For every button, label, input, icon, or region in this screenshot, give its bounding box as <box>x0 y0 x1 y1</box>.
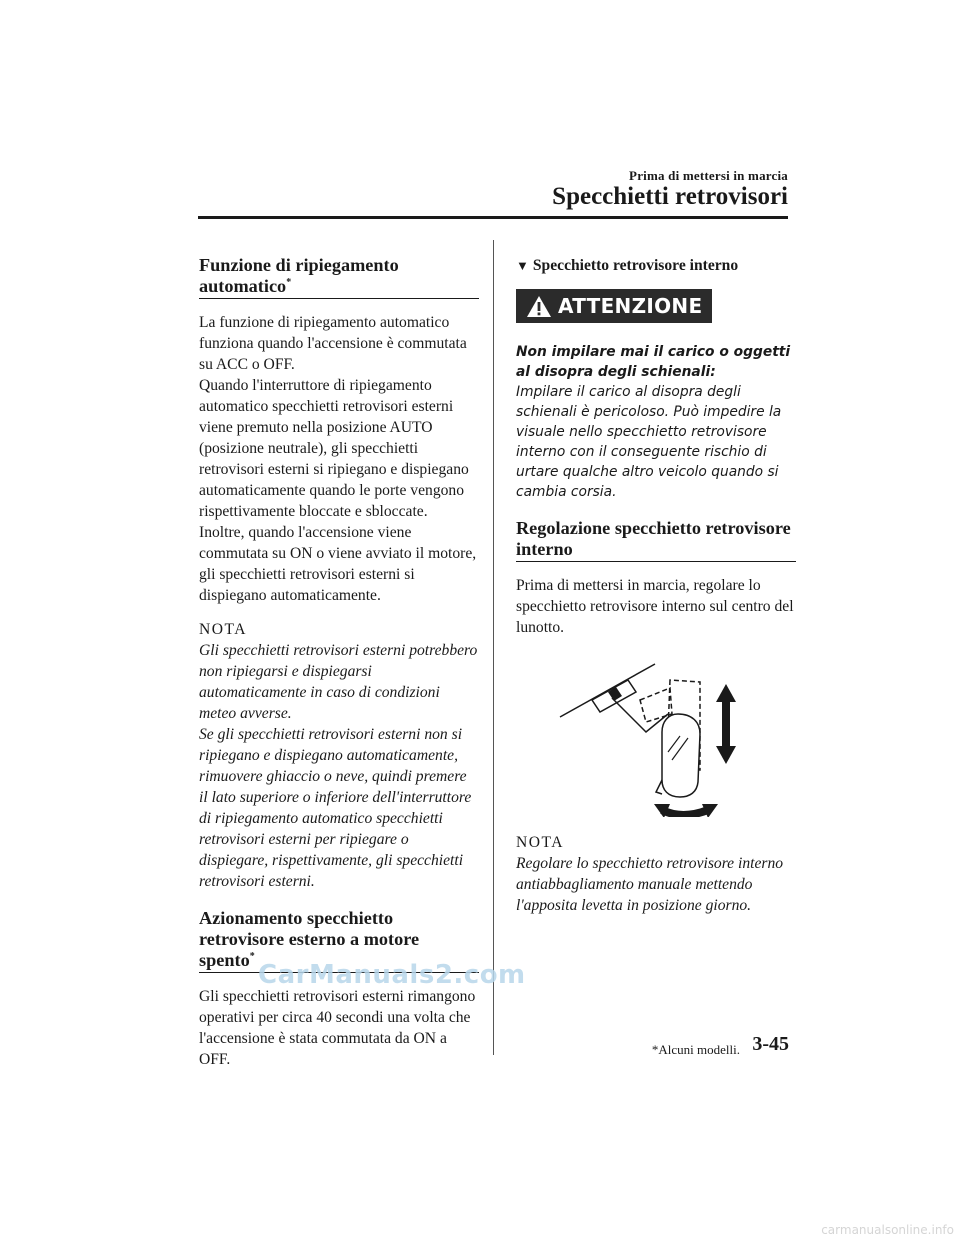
header-rule <box>198 216 788 219</box>
paragraph-engine-off: Gli specchietti retrovisori esterni rimangono operativi per circa 40 secondi una volta che l'accensione è stata commutata da ON a OFF. <box>199 988 476 1068</box>
heading-adjust-interior-mirror: Regolazione specchietto retrovisore interno <box>516 518 796 562</box>
header-section: Prima di mettersi in marcia <box>629 168 788 183</box>
warning-label: ATTENZIONE <box>558 293 703 318</box>
warning-badge <box>516 289 712 323</box>
interior-mirror-diagram <box>550 652 750 817</box>
page-number: 3-45 <box>752 1033 789 1055</box>
note-label: NOTA <box>199 621 248 638</box>
triangle-marker-icon: ▼ <box>516 258 529 273</box>
note-label-right: NOTA <box>516 833 565 851</box>
note-text-2: Se gli specchietti retrovisori esterni non si ripiegano e dispiegano automaticamente, rimuovere ghiaccio o neve, quindi premere il lato superiore o inferiore dell'interruttore di ripiegamento automatico specchietti retrovisori esterni per ripiegare o dispiegare, rispettivamente, gli specchietti retrovisori esterni. <box>199 726 472 890</box>
paragraph-auto-fold-2: Quando l'interruttore di ripiegamento automatico specchietti retrovisori esterni viene premuto nella posizione AUTO (posizione neutrale), gli specchietti retrovisori esterni si ripiegano e dispiegano automaticamente quando le porte vengono rispettivamente bloccate e sbloccate. <box>199 377 469 520</box>
paragraph-auto-fold-3: Inoltre, quando l'accensione viene commutata su ON o viene avviato il motore, gli specchietti retrovisori esterni si dispiegano automaticamente. <box>199 524 477 604</box>
right-column <box>516 255 796 916</box>
subsection-heading: ▼ Specchietto retrovisore interno <box>516 257 739 274</box>
warning-text: Non impilare mai il carico o oggetti al disopra degli schienali: Impilare il carico al disopra degli schienali è pericoloso. Può impedire la visuale nello specchietto retrovisore interno con il conseguente rischio di urtare qualche altro veicolo quando si cambia corsia. <box>516 343 791 500</box>
footnote: *Alcuni modelli. <box>651 1042 740 1057</box>
page-title: Specchietti retrovisori <box>552 183 788 210</box>
heading-auto-fold: Funzione di ripiegamento automatico* <box>199 255 479 299</box>
warning-triangle-icon <box>526 295 552 318</box>
heading-engine-off: Azionamento specchietto retrovisore esterno a motore spento* <box>199 908 479 973</box>
left-column <box>199 255 479 1070</box>
paragraph-auto-fold-1: La funzione di ripiegamento automatico funziona quando l'accensione è commutata su ACC o OFF. <box>199 314 467 373</box>
watermark: CarManuals2.com <box>258 960 526 990</box>
site-mark: carmanualsonline.info <box>821 1223 954 1237</box>
note-text-right: Regolare lo specchietto retrovisore interno antiabbagliamento manuale mettendo l'apposita levetta in posizione giorno. <box>516 854 784 914</box>
paragraph-adjust: Prima di mettersi in marcia, regolare lo specchietto retrovisore interno sul centro del lunotto. <box>516 576 794 636</box>
column-divider <box>493 240 494 1055</box>
note-text-1: Gli specchietti retrovisori esterni potrebbero non ripiegarsi e dispiegarsi automaticamente in caso di condizioni meteo avverse. <box>199 642 478 722</box>
